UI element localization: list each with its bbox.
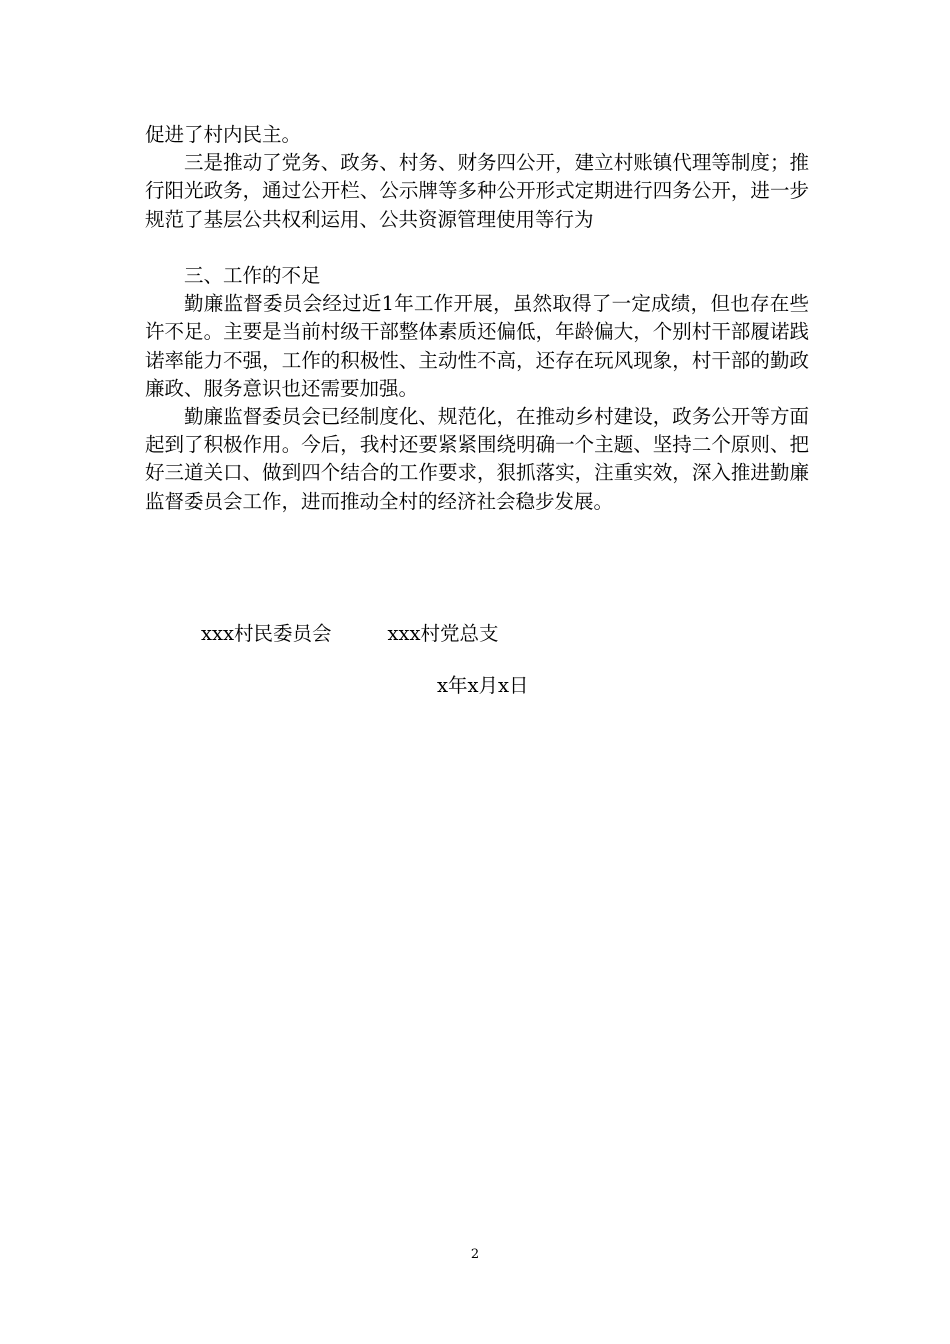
document-date: x年x月x日 [437,674,529,697]
paragraph-conclusion: 勤廉监督委员会已经制度化、规范化，在推动乡村建设，政务公开等方面起到了积极作用。今后，我村还要紧紧围绕明确一个主题、坚持二个原则、把好三道关口、做到四个结合的工作要求，狠抓落实，注重实效，深入推进勤廉监督委员会工作，进而推动全村的经济社会稳步发展。 [145,405,809,513]
signature-line [201,620,499,648]
blank-line [145,234,809,262]
paragraph-continuation: 促进了村内民主。 [145,123,302,146]
signature-villagers-committee: xxx村民委员会 [201,622,332,645]
paragraph-shortcomings: 勤廉监督委员会经过近1年工作开展，虽然取得了一定成绩，但也存在些许不足。主要是当前村级干部整体素质还偏低，年龄偏大，个别村干部履诺践诺率能力不强，工作的积极性、主动性不高，还存在玩风现象，村干部的勤政廉政、服务意识也还需要加强。 [145,292,809,400]
paragraph-third-point: 三是推动了党务、政务、村务、财务四公开，建立村账镇代理等制度；推行阳光政务，通过公开栏、公示牌等多种公开形式定期进行四务公开，进一步规范了基层公共权利运用、公共资源管理使用等行为 [145,151,809,231]
document-body [145,121,809,516]
page-number: 2 [470,1247,480,1262]
section-heading-shortcomings: 三、工作的不足 [184,264,321,287]
signature-party-branch: xxx村党总支 [387,622,499,645]
